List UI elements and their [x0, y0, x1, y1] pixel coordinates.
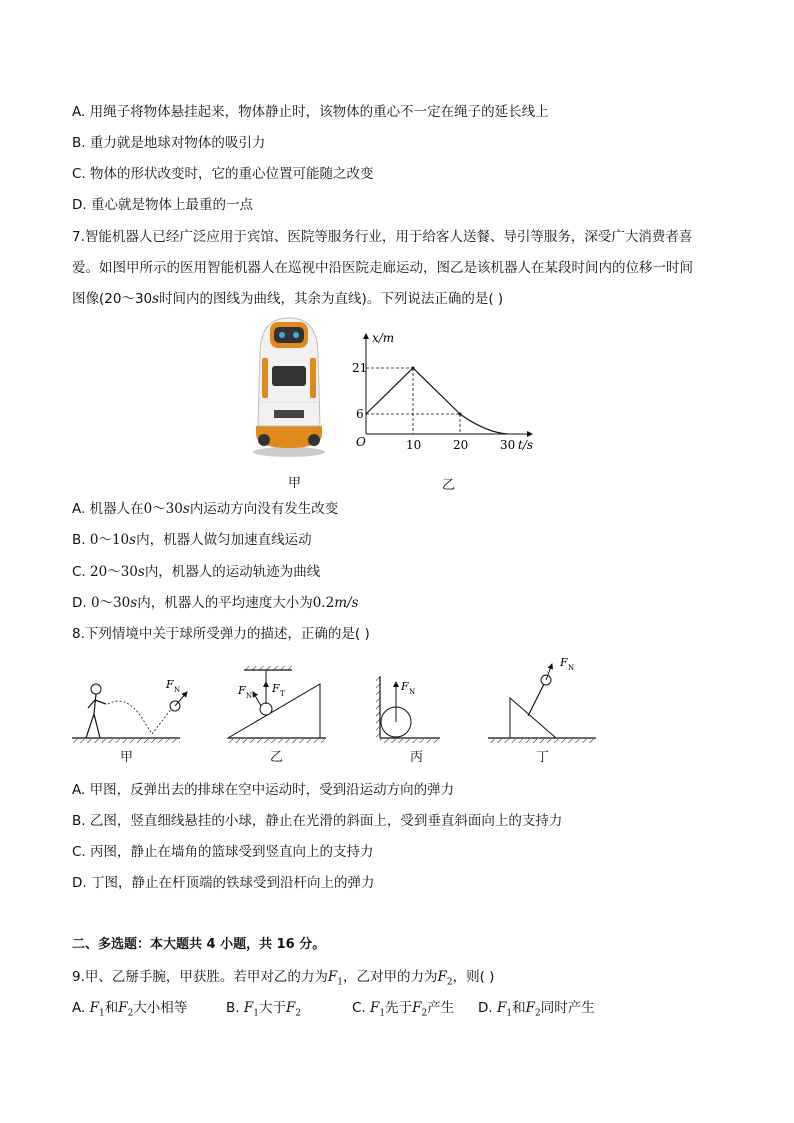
q9-stem: 9.甲、乙掰手腕，甲获胜。若甲对乙的力为$F_1$，乙对甲的力为$F_2$，则( )	[72, 969, 495, 988]
q8-label-bing: 丙	[410, 750, 424, 765]
fn-sub-jia: N	[174, 686, 181, 694]
q8-stem: 8.下列情境中关于球所受弹力的描述，正确的是( )	[72, 626, 370, 642]
fig-jia	[72, 678, 187, 743]
ft-sub-yi: T	[280, 690, 285, 698]
fig-label-yi: 乙	[442, 478, 456, 493]
fn-label-bing: F	[401, 680, 409, 693]
section-title: 二、多选题：本大题共 4 小题，共 16 分。	[72, 937, 326, 952]
xt-graph	[350, 328, 550, 458]
q9-option-a: A. $F_1$和$F_2$大小相等	[72, 1000, 188, 1019]
y-axis-label: x/m	[372, 331, 395, 345]
q7-option-a: A. 机器人在0～30s内运动方向没有发生改变	[72, 501, 339, 517]
origin-label: O	[356, 435, 366, 449]
fig-label-jia: 甲	[288, 476, 302, 491]
q6-option-d: D. 重心就是物体上最重的一点	[72, 197, 253, 213]
x-tick-20: 20	[453, 438, 469, 452]
x-axis-label: t/s	[518, 438, 534, 452]
fn-sub-ding: N	[568, 664, 575, 672]
ft-label-yi: F	[272, 682, 280, 695]
q7-option-d: D. 0～30s内，机器人的平均速度大小为0.2m/s	[72, 595, 359, 611]
q9-options	[72, 998, 595, 1024]
fig-yi	[228, 666, 326, 743]
q7-stem-line2: 爱。如图甲所示的医用智能机器人在巡视中沿医院走廊运动，图乙是该机器人在某段时间内的位移一时间	[72, 260, 693, 276]
fig-bing	[376, 676, 440, 743]
q9-option-d: D. $F_1$和$F_2$同时产生	[478, 1000, 595, 1019]
fn-label-ding: F	[560, 656, 568, 669]
q8-label-jia: 甲	[120, 750, 134, 765]
q6-option-c: C. 物体的形状改变时，它的重心位置可能随之改变	[72, 166, 374, 182]
q9-option-b: B. $F_1$大于$F_2$	[226, 1000, 302, 1019]
q8-label-yi: 乙	[270, 750, 284, 765]
q7-stem-line3: 图像(20～30s时间内的图线为曲线，其余为直线)。下列说法正确的是( )	[72, 291, 504, 307]
fn-label-yi: F	[238, 684, 246, 697]
q8-option-d: D. 丁图，静止在杆顶端的铁球受到沿杆向上的弹力	[72, 875, 375, 891]
y-tick-6: 6	[356, 407, 364, 421]
q6-option-a: A. 用绳子将物体悬挂起来，物体静止时，该物体的重心不一定在绳子的延长线上	[72, 104, 549, 120]
fig-ding	[488, 656, 596, 743]
fn-label-jia: F	[166, 678, 174, 691]
q8-option-a: A. 甲图，反弹出去的排球在空中运动时，受到沿运动方向的弹力	[72, 782, 455, 798]
y-tick-21: 21	[352, 361, 368, 375]
robot-figure	[248, 314, 330, 458]
q7-option-b: B. 0～10s内，机器人做匀加速直线运动	[72, 532, 312, 548]
fn-sub-bing: N	[409, 688, 416, 696]
q8-option-b: B. 乙图，竖直细线悬挂的小球，静止在光滑的斜面上，受到垂直斜面向上的支持力	[72, 813, 563, 829]
x-tick-10: 10	[406, 438, 422, 452]
q8-label-ding: 丁	[536, 750, 550, 765]
q8-figures	[68, 656, 598, 766]
x-tick-30: 30	[500, 438, 516, 452]
q8-option-c: C. 丙图，静止在墙角的篮球受到竖直向上的支持力	[72, 844, 374, 860]
q9-option-c: C. $F_1$先于$F_2$产生	[352, 1000, 455, 1019]
q7-option-c: C. 20～30s内，机器人的运动轨迹为曲线	[72, 564, 321, 580]
q7-stem-line1: 7.智能机器人已经广泛应用于宾馆、医院等服务行业，用于给客人送餐、导引等服务，深受广大消费者喜	[72, 229, 693, 245]
fn-sub-yi: N	[246, 692, 253, 700]
q6-option-b: B. 重力就是地球对物体的吸引力	[72, 135, 266, 151]
xt-curve	[460, 414, 507, 434]
